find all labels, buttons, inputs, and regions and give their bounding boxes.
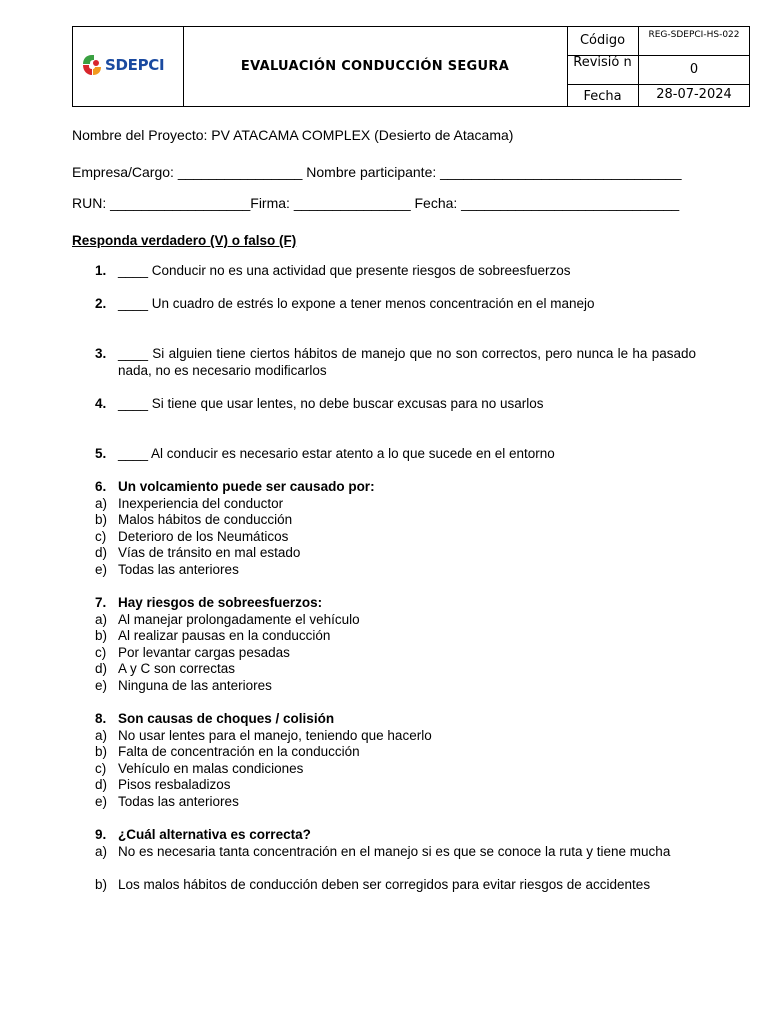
question-text: ____ Conducir no es una actividad que presente riesgos de sobreesfuerzos <box>118 263 571 278</box>
answer-option[interactable] <box>72 512 696 529</box>
option-letter: a) <box>95 495 108 511</box>
question-text: Hay riesgos de sobreesfuerzos: <box>118 595 323 610</box>
option-text: Vehículo en malas condiciones <box>118 760 304 776</box>
question-number: 1. <box>95 263 107 278</box>
answer-option[interactable] <box>72 529 696 546</box>
tf-question[interactable] <box>72 263 696 280</box>
run-signature-date-line[interactable]: RUN: __________________Firma: _______________ Fecha: ____________________________ <box>72 195 680 211</box>
question-text: ¿Cuál alternativa es correcta? <box>118 827 311 842</box>
answer-option[interactable] <box>72 496 696 513</box>
code-label: Código <box>567 27 639 56</box>
question-number: 9. <box>95 827 107 842</box>
question-text: ____ Si tiene que usar lentes, no debe buscar excusas para no usarlos <box>118 396 544 411</box>
tf-question[interactable] <box>72 396 696 413</box>
option-letter: e) <box>95 793 108 809</box>
answer-option[interactable] <box>72 678 696 695</box>
option-text: Al realizar pausas en la conducción <box>118 628 331 643</box>
option-text: Todas las anteriores <box>118 793 239 809</box>
title-cell <box>183 27 568 106</box>
option-text: Vías de tránsito en mal estado <box>118 545 301 560</box>
option-letter: d) <box>95 545 108 560</box>
tf-question[interactable] <box>72 296 696 313</box>
option-text: A y C son correctas <box>118 661 236 676</box>
answer-option[interactable] <box>72 744 696 761</box>
answer-option[interactable] <box>72 645 696 662</box>
option-text: Por levantar cargas pesadas <box>118 644 290 660</box>
option-text: Deterioro de los Neumáticos <box>118 528 289 544</box>
option-text: Los malos hábitos de conducción deben ser corregidos para evitar riesgos de accidentes <box>118 877 651 892</box>
mc-question <box>72 827 696 844</box>
answer-option[interactable] <box>72 877 696 894</box>
answer-option[interactable] <box>72 794 696 811</box>
option-letter: b) <box>95 744 108 759</box>
option-letter: e) <box>95 677 108 693</box>
question-number: 7. <box>95 595 107 610</box>
option-text: Inexperiencia del conductor <box>118 495 284 511</box>
option-letter: b) <box>95 877 108 892</box>
question-text: ____ Si alguien tiene ciertos hábitos de manejo que no son correctos, pero nunca le ha pasado nada, no es necesario modificarlos <box>118 346 696 378</box>
option-letter: d) <box>95 661 108 676</box>
date-label: Fecha <box>567 85 639 106</box>
option-text: Pisos resbaladizos <box>118 777 231 792</box>
answer-option[interactable] <box>72 761 696 778</box>
section-title: Responda verdadero (V) o falso (F) <box>72 233 297 248</box>
option-text: Falta de concentración en la conducción <box>118 744 360 759</box>
company-participant-line[interactable]: Empresa/Cargo: ________________ Nombre participante: _______________________________ <box>72 164 682 180</box>
option-letter: a) <box>95 843 108 859</box>
logo-cell <box>73 27 184 106</box>
answer-option[interactable] <box>72 545 696 562</box>
question-text: Son causas de choques / colisión <box>118 711 335 726</box>
question-number: 6. <box>95 479 107 494</box>
answer-option[interactable] <box>72 661 696 678</box>
option-letter: c) <box>95 644 107 660</box>
mc-question <box>72 711 696 728</box>
logo-mark-icon <box>81 53 103 77</box>
question-text: ____ Un cuadro de estrés lo expone a tener menos concentración en el manejo <box>118 296 595 311</box>
answer-option[interactable] <box>72 562 696 579</box>
option-letter: c) <box>95 760 107 776</box>
option-letter: c) <box>95 528 107 544</box>
answer-option[interactable] <box>72 844 696 861</box>
logo-text: SDEPCI <box>105 56 165 74</box>
option-text: Al manejar prolongadamente el vehículo <box>118 611 360 627</box>
option-letter: b) <box>95 512 108 527</box>
option-text: No es necesaria tanta concentración en el manejo si es que se conoce la ruta y tiene mucha <box>118 843 671 859</box>
question-number: 8. <box>95 711 107 726</box>
option-text: Ninguna de las anteriores <box>118 677 272 693</box>
header-table <box>72 26 750 107</box>
option-text: No usar lentes para el manejo, teniendo que hacerlo <box>118 727 432 743</box>
mc-question <box>72 479 696 496</box>
option-letter: e) <box>95 561 108 577</box>
company-logo <box>81 53 164 77</box>
answer-option[interactable] <box>72 628 696 645</box>
answer-option[interactable] <box>72 777 696 794</box>
code-value: REG-SDEPCI-HS-022 <box>639 27 749 56</box>
answer-option[interactable] <box>72 728 696 745</box>
tf-question[interactable] <box>72 346 696 379</box>
question-text: ____ Al conducir es necesario estar atento a lo que sucede en el entorno <box>118 446 555 461</box>
question-number: 4. <box>95 396 107 411</box>
option-letter: d) <box>95 777 108 792</box>
date-value: 28-07-2024 <box>656 87 732 102</box>
project-name-line: Nombre del Proyecto: PV ATACAMA COMPLEX (Desierto de Atacama) <box>72 127 514 143</box>
question-number: 5. <box>95 446 107 461</box>
mc-question <box>72 595 696 612</box>
option-text: Todas las anteriores <box>118 561 239 577</box>
question-number: 2. <box>95 296 107 311</box>
question-number: 3. <box>95 346 107 361</box>
option-letter: a) <box>95 611 108 627</box>
answer-option[interactable] <box>72 612 696 629</box>
option-letter: b) <box>95 628 108 643</box>
revision-value: 0 <box>639 56 749 85</box>
revision-label: Revisió n <box>567 56 639 85</box>
tf-question[interactable] <box>72 446 696 463</box>
option-text: Malos hábitos de conducción <box>118 512 293 527</box>
question-text: Un volcamiento puede ser causado por: <box>118 479 375 494</box>
option-letter: a) <box>95 727 108 743</box>
document-title: EVALUACIÓN CONDUCCIÓN SEGURA <box>240 59 510 74</box>
